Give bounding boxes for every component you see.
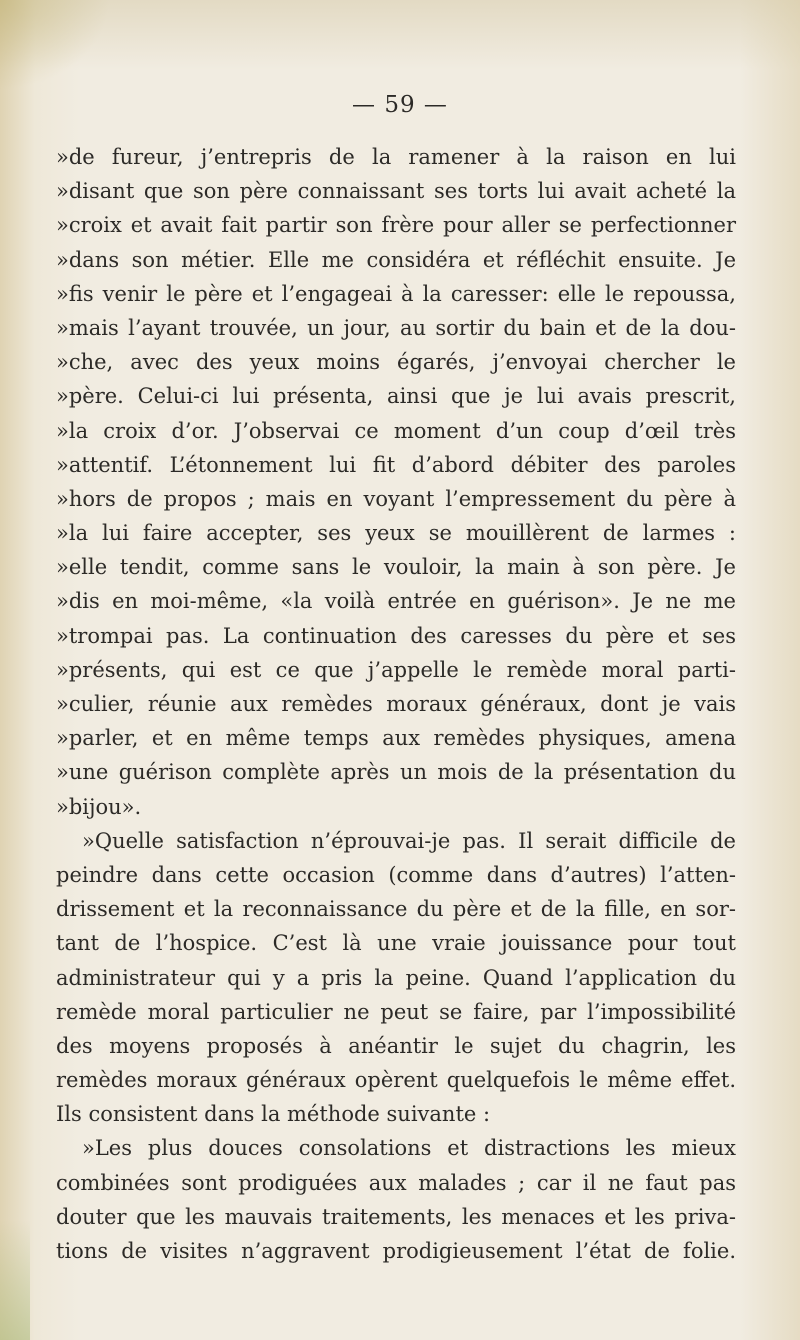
body-text [56,140,736,1268]
text-line: »parler, et en même temps aux remèdes physiques, amena [56,726,736,751]
text-line: »de fureur, j’entrepris de la ramener à la raison en lui [56,145,736,169]
text-line: »croix et avait fait partir son frère pour aller se perfectionner [56,213,736,238]
text-line: »mais l’ayant trouvée, un jour, au sortir du bain et de la dou- [56,315,736,340]
text-line: remède moral particulier ne peut se faire, par l’impossibilité [56,999,736,1024]
text-line: »dans son métier. Elle me considéra et réfléchit ensuite. Je [56,247,736,272]
text-line: tions de visites n’aggravent prodigieusement l’état de folie. [56,1239,736,1263]
text-line: »dis en moi-même, «la voilà entrée en guérison». Je ne me [56,589,736,614]
text-line: combinées sont prodiguées aux malades ; car il ne faut pas [56,1170,736,1195]
text-line: »che, avec des yeux moins égarés, j’envoyai chercher le [56,350,736,375]
page-number: — 59 — [352,92,448,118]
text-line: »trompai pas. La continuation des caresses du père et ses [56,623,736,648]
text-line: des moyens proposés à anéantir le sujet du chagrin, les [56,1033,736,1058]
text-line: »culier, réunie aux remèdes moraux généraux, dont je vais [56,692,736,716]
text-line: »disant que son père connaissant ses torts lui avait acheté la [56,179,736,204]
text-line: »elle tendit, comme sans le vouloir, la main à son père. Je [56,555,736,580]
text-line: »attentif. L’étonnement lui fit d’abord débiter des paroles [56,452,736,477]
paper-stain [0,1220,30,1340]
text-line: »la croix d’or. J’observai ce moment d’un coup d’œil très [56,418,736,443]
text-line: peindre dans cette occasion (comme dans d’autres) l’atten- [56,862,736,887]
text-line: »bijou». [56,794,142,819]
text-line: »Quelle satisfaction n’éprouvai-je pas. Il serait difficile de [82,828,736,853]
paper-stain [0,0,110,90]
text-line: »père. Celui-ci lui présenta, ainsi que je lui avais prescrit, [56,384,736,409]
text-line: »fis venir le père et l’engageai à la caresser: elle le repoussa, [56,281,736,306]
text-line: remèdes moraux généraux opèrent quelquefois le même effet. [56,1068,736,1093]
text-line: douter que les mauvais traitements, les menaces et les priva- [56,1204,736,1229]
text-line: »présents, qui est ce que j’appelle le remède moral parti- [56,657,736,682]
text-line: »Les plus douces consolations et distractions les mieux [82,1136,736,1161]
text-line: »une guérison complète après un mois de la présentation du [56,760,736,785]
text-line: Ils consistent dans la méthode suivante : [56,1102,491,1127]
text-line: »la lui faire accepter, ses yeux se mouillèrent de larmes : [56,521,736,546]
text-line: tant de l’hospice. C’est là une vraie jouissance pour tout [56,931,736,956]
text-line: administrateur qui y a pris la peine. Quand l’application du [56,965,736,990]
text-line: »hors de propos ; mais en voyant l’empressement du père à [56,486,736,511]
text-line: drissement et la reconnaissance du père et de la fille, en sor- [56,897,736,922]
